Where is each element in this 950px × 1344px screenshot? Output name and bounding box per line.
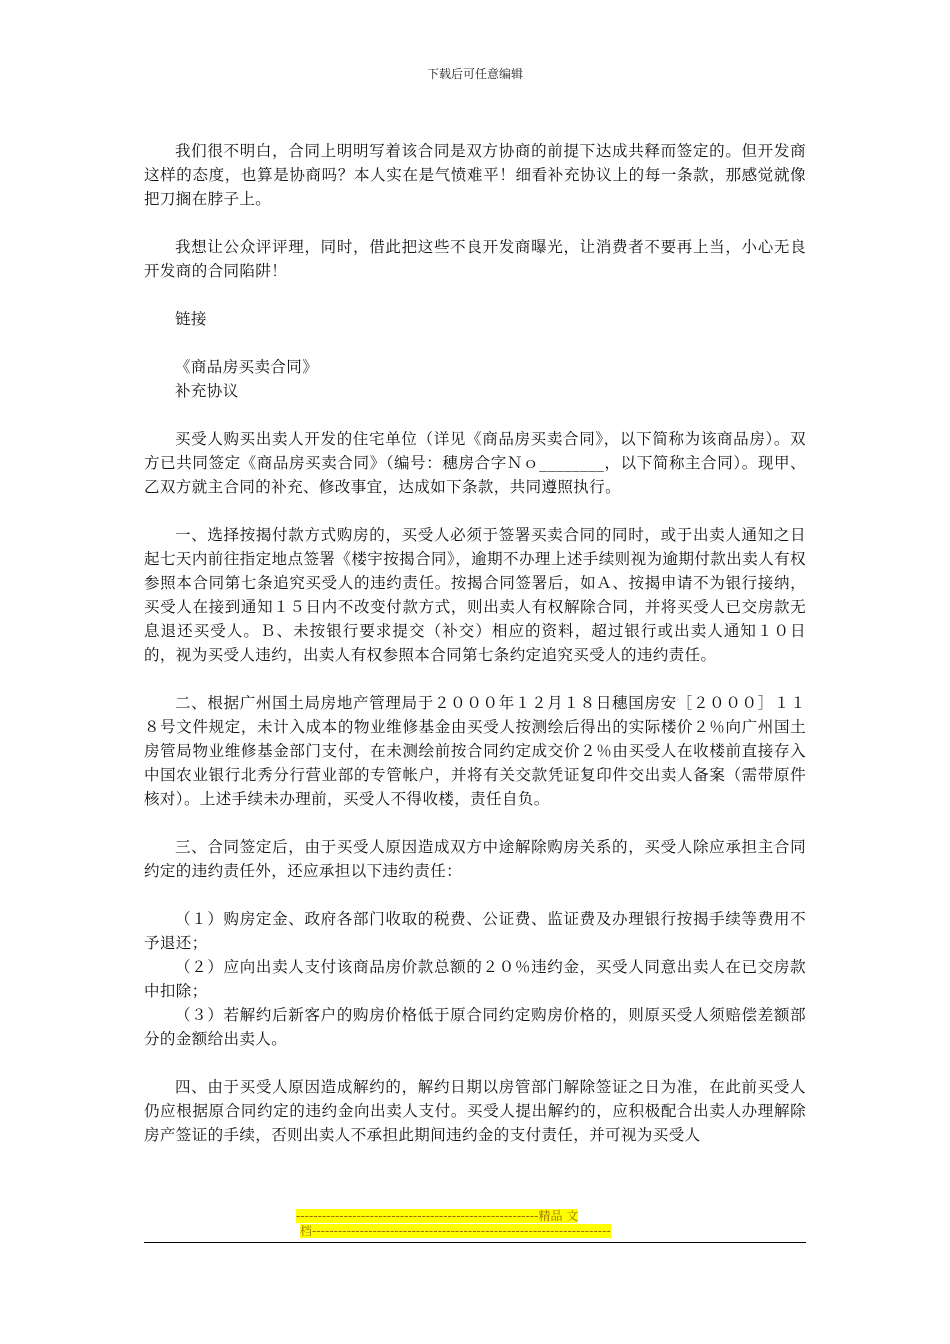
contract-title: 《商品房买卖合同》 [175, 358, 319, 376]
clause-3-item-2: （２）应向出卖人支付该商品房价款总额的２０％违约金，买受人同意出卖人在已交房款中扣除； [144, 958, 806, 1000]
footer-divider [144, 1242, 806, 1243]
clause-1: 一、选择按揭付款方式购房的，买受人必须于签署买卖合同的同时，或于出卖人通知之日起七天内前往指定地点签署《楼宇按揭合同》，逾期不办理上述手续则视为逾期付款出卖人有权参照本合同第七条追究买受人的违约责任。按揭合同签署后，如Ａ、按揭申请不为银行接纳，买受人在接到通知１５日内不改变付款方式，则出卖人有权解除合同，并将买受人已交房款无息退还买受人。Ｂ、未按银行要求提交（补交）相应的资料，超过银行或出卖人通知１０日的，视为买受人违约，出卖人有权参照本合同第七条约定追究买受人的违约责任。 [144, 526, 806, 664]
paragraph-appeal: 我想让公众评评理，同时，借此把这些不良开发商曝光，让消费者不要再上当，小心无良开发商的合同陷阱！ [144, 238, 806, 280]
paragraph-preamble: 买受人购买出卖人开发的住宅单位（详见《商品房买卖合同》，以下简称为该商品房）。双方已共同签定《商品房买卖合同》（编号：穗房合字Ｎｏ________，以下简称主合同）。现甲、乙双方就主合同的补充、修改事宜，达成如下条款，共同遵照执行。 [144, 430, 806, 496]
paragraph-gap [144, 283, 806, 307]
paragraph-gap [144, 811, 806, 835]
paragraph-complaint: 我们很不明白，合同上明明写着该合同是双方协商的前提下达成共释而签定的。但开发商这样的态度，也算是协商吗？本人实在是气愤难平！细看补充协议上的每一条款，那感觉就像把刀搁在脖子上。 [144, 142, 806, 208]
paragraph-gap [144, 499, 806, 523]
clause-3-item-3: （３）若解约后新客户的购房价格低于原合同约定购房价格的，则原买受人须赔偿差额部分的金额给出卖人。 [144, 1006, 806, 1048]
contract-subtitle: 补充协议 [175, 382, 239, 400]
paragraph-gap [144, 883, 806, 907]
paragraph-gap [144, 331, 806, 355]
document-body [144, 139, 806, 1147]
footer-watermark-line-1: --------------------------------------------------------精品 文 [296, 1209, 579, 1223]
paragraph-gap [144, 211, 806, 235]
page-footer [144, 1209, 806, 1243]
clause-4: 四、由于买受人原因造成解约的，解约日期以房管部门解除签证之日为准，在此前买受人仍应根据原合同约定的违约金向出卖人支付。买受人提出解约的，应积极配合出卖人办理解除房产签证的手续，否则出卖人不承担此期间违约金的支付责任，并可视为买受人 [144, 1078, 806, 1144]
paragraph-gap [144, 667, 806, 691]
paragraph-gap [144, 403, 806, 427]
link-label: 链接 [175, 310, 207, 328]
clause-3-item-1: （１）购房定金、政府各部门收取的税费、公证费、监证费及办理银行按揭手续等费用不予退还； [144, 910, 806, 952]
clause-2: 二、根据广州国土局房地产管理局于２０００年１２月１８日穗国房安［２０００］１１８号文件规定，未计入成本的物业维修基金由买受人按测绘后得出的实际楼价２％向广州国土房管局物业维修基金部门支付，在未测绘前按合同约定成交价２％由买受人在收楼前直接存入中国农业银行北秀分行营业部的专管帐户，并将有关交款凭证复印件交出卖人备案（需带原件核对）。上述手续未办理前，买受人不得收楼，责任自负。 [144, 694, 806, 808]
page-header: 下载后可任意编辑 [426, 67, 523, 81]
paragraph-gap [144, 1051, 806, 1075]
footer-watermark-line-2: 档--------------------------------------------------------------------- [300, 1224, 611, 1238]
clause-3: 三、合同签定后，由于买受人原因造成双方中途解除购房关系的，买受人除应承担主合同约定的违约责任外，还应承担以下违约责任： [144, 838, 806, 880]
